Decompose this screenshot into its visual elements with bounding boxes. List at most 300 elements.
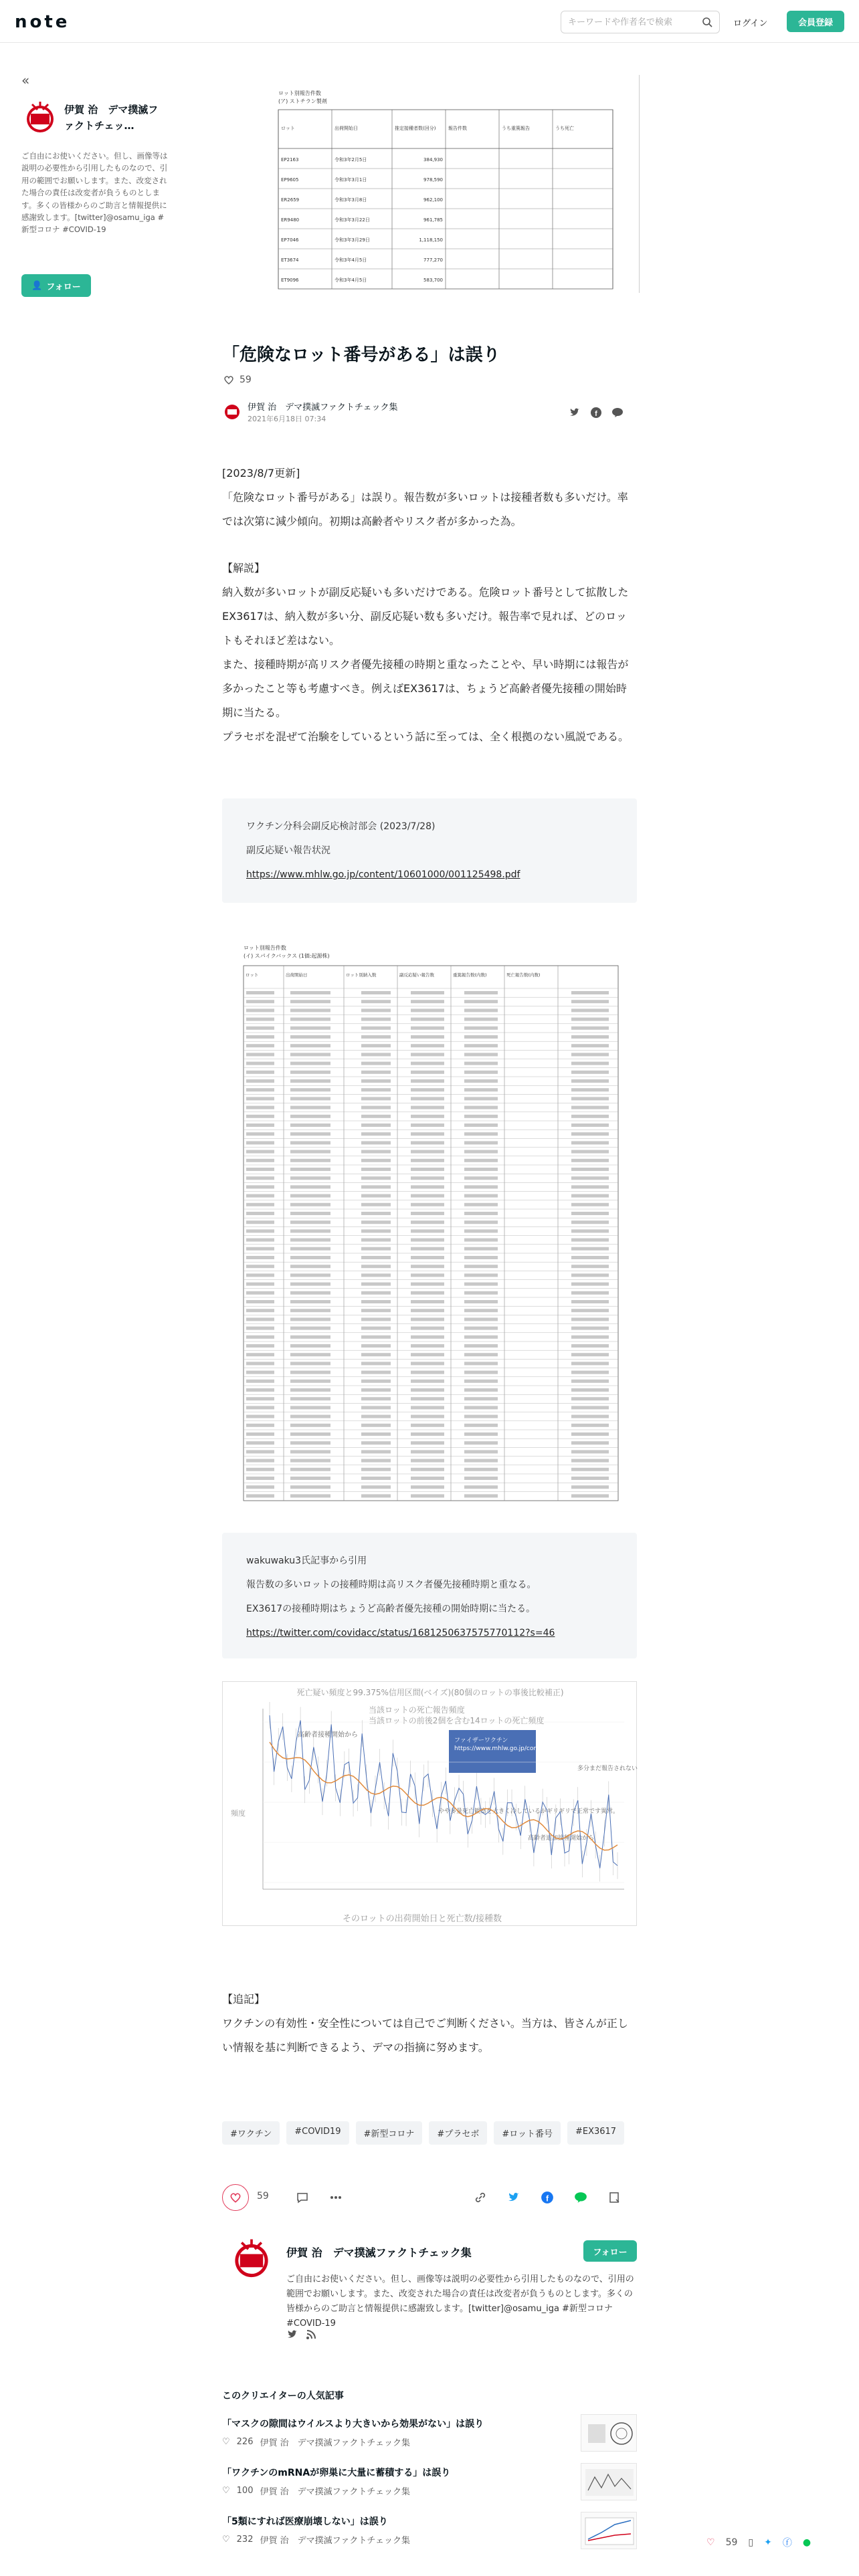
big-table-cell-text <box>290 1088 330 1091</box>
chart-note-2: やや多量死亡観察を大きく冷しているがギリギリで正常です異常。 <box>438 1808 619 1815</box>
big-table-cell-text <box>411 1035 444 1039</box>
small-table-n: 583,700 <box>423 278 443 283</box>
big-table-cell-text <box>571 1397 609 1400</box>
big-table-cell-text <box>246 1088 274 1091</box>
popular-item-thumbnail[interactable] <box>581 2414 637 2452</box>
big-table-cell-text <box>246 1485 274 1489</box>
big-table-cell-text <box>361 1388 391 1392</box>
login-link[interactable]: ログイン <box>733 19 768 29</box>
big-table-cell-text <box>361 1194 391 1198</box>
big-table-cell-text <box>290 1220 330 1224</box>
big-table-cell-text <box>411 1027 444 1030</box>
big-table-cell-text <box>411 1168 444 1171</box>
big-table-cell-text <box>571 1168 609 1171</box>
big-table-cell-text <box>464 1247 498 1251</box>
tag-item[interactable]: #新型コロナ <box>356 2121 423 2145</box>
big-table-cell-text <box>464 1327 498 1330</box>
big-table-cell-text <box>246 1317 274 1321</box>
big-table-cell-text <box>290 1300 330 1303</box>
big-table-cell-text <box>411 1388 444 1392</box>
big-table-cell-text <box>290 1239 330 1242</box>
big-table-cell-text <box>361 1150 391 1154</box>
big-table-cell-text <box>571 991 609 994</box>
small-table-lot: ER9480 <box>281 217 300 223</box>
popular-item-title[interactable]: 「ワクチンのmRNAが卵巣に大量に蓄積する」は誤り <box>222 2468 451 2478</box>
big-table-cell-text <box>290 1309 330 1312</box>
twitter-icon[interactable]: ✦ <box>764 2537 772 2548</box>
big-table-cell-text <box>464 1415 498 1418</box>
small-table-date: 令和3年3月22日 <box>335 217 370 223</box>
big-table-cell-text <box>361 991 391 994</box>
big-table-cell-text <box>361 1062 391 1065</box>
big-table-cell-text <box>464 991 498 994</box>
big-table-cell-text <box>246 1309 274 1312</box>
big-table-cell-text <box>361 1027 391 1030</box>
popular-item-title[interactable]: 「5類にすれば医療崩壊しない」は誤り <box>222 2516 388 2527</box>
big-table-cell-text <box>464 1159 498 1162</box>
big-table-cell-text <box>290 1283 330 1286</box>
big-table-cell-text <box>246 1150 274 1154</box>
big-table-cell-text <box>464 1176 498 1180</box>
big-table-cell-text <box>246 1353 274 1356</box>
big-table-cell-text <box>411 1450 444 1453</box>
big-table-cell-text <box>361 1044 391 1047</box>
big-table-cell-text <box>290 1008 330 1012</box>
small-table-header: うち死亡 <box>555 126 574 131</box>
big-table-cell-text <box>411 1406 444 1409</box>
big-table-cell-text <box>464 1000 498 1003</box>
big-table-cell-text <box>361 1317 391 1321</box>
small-table-n: 978,590 <box>423 177 443 183</box>
big-table-cell-text <box>361 1344 391 1348</box>
more-icon[interactable] <box>329 2191 343 2204</box>
big-table-cell-text <box>290 1406 330 1409</box>
big-table-cell-text <box>361 1132 391 1136</box>
big-table-cell-text <box>411 1159 444 1162</box>
death-rate-chart <box>223 1682 638 1927</box>
big-table-cell-text <box>246 1062 274 1065</box>
creator-name[interactable]: 伊賀 治 デマ撲滅ファクトチェック集 <box>286 2246 472 2259</box>
chart-legend-1: 当該ロットの死亡報告頻度 <box>369 1705 465 1715</box>
big-table-cell-text <box>464 1256 498 1259</box>
like-button[interactable] <box>222 2184 249 2211</box>
big-table-cell-text <box>411 1362 444 1365</box>
big-table-cell-text <box>464 1485 498 1489</box>
big-table-cell-text <box>464 1097 498 1100</box>
big-table-cell-text <box>361 1079 391 1083</box>
big-table-cell-text <box>571 1115 609 1118</box>
big-table-cell-text <box>361 1256 391 1259</box>
big-table-cell-text <box>246 1000 274 1003</box>
line-icon[interactable] <box>611 407 624 419</box>
big-table-cell-text <box>246 1371 274 1374</box>
big-table-title: ロット別報告件数(イ) スパイクバックス (1価:起源株) <box>244 945 330 959</box>
big-table-cell-text <box>361 1273 391 1277</box>
big-table-cell-text <box>246 1247 274 1251</box>
big-table-cell-text <box>246 1477 274 1480</box>
big-table-cell-text <box>290 1141 330 1144</box>
chart-note-4: 多分まだ報告されない <box>577 1765 638 1772</box>
big-table-cell-text <box>571 1327 609 1330</box>
sidebar-follow-button[interactable] <box>21 274 91 297</box>
big-table-cell-text <box>246 1388 274 1392</box>
tag-item[interactable]: #COVID19 <box>286 2121 349 2145</box>
big-table-cell-text <box>361 1283 391 1286</box>
big-table-cell-text <box>571 1371 609 1374</box>
search-icon[interactable] <box>702 17 712 27</box>
big-table-cell-text <box>290 1477 330 1480</box>
big-table-cell-text <box>246 1053 274 1056</box>
big-table-cell-text <box>361 1468 391 1471</box>
big-table-cell-text <box>411 1494 444 1497</box>
death-rate-chart-image <box>222 1681 637 1926</box>
creator-avatar[interactable] <box>230 2238 273 2280</box>
big-table-cell-text <box>571 1309 609 1312</box>
heart-icon <box>229 2191 242 2204</box>
big-table-cell-text <box>246 1141 274 1144</box>
big-table-cell-text <box>361 1185 391 1188</box>
big-table-cell-text <box>361 1176 391 1180</box>
big-table-cell-text <box>464 1477 498 1480</box>
big-table-cell-text <box>361 1362 391 1365</box>
big-table-cell-text <box>411 1344 444 1348</box>
big-table-cell-text <box>290 1494 330 1497</box>
big-table-cell-text <box>571 1229 609 1232</box>
popular-item-author: 伊賀 治 デマ撲滅ファクトチェック集 <box>260 2438 410 2448</box>
big-table-cell-text <box>290 1397 330 1400</box>
big-table-cell-text <box>290 1450 330 1453</box>
small-table-header: ロット <box>281 126 295 131</box>
big-table-cell-text <box>361 1450 391 1453</box>
facebook-icon[interactable] <box>541 2191 554 2204</box>
big-table-cell-text <box>361 1265 391 1268</box>
popular-item-author: 伊賀 治 デマ撲滅ファクトチェック集 <box>260 2536 410 2546</box>
big-table-cell-text <box>571 1176 609 1180</box>
big-table-cell-text <box>246 1159 274 1162</box>
small-table-lot: ET3674 <box>281 257 299 263</box>
big-table-cell-text <box>411 1309 444 1312</box>
big-table-cell-text <box>290 1203 330 1206</box>
popular-item[interactable] <box>222 2463 637 2504</box>
popular-item-meta <box>222 2533 410 2546</box>
article-author-name[interactable]: 伊賀 治 デマ撲滅ファクトチェック集 <box>248 403 398 413</box>
small-table-header: 推定接種者数(回分) <box>395 126 436 131</box>
quote-mhlw-source: ワクチン分科会副反応検討部会 (2023/7/28) <box>246 821 436 832</box>
big-table-cell-text <box>246 1273 274 1277</box>
big-table-cell-text <box>246 1123 274 1127</box>
big-table-cell-text <box>246 1008 274 1012</box>
big-table-cell-text <box>411 1239 444 1242</box>
big-table-cell-text <box>290 1071 330 1074</box>
heart-icon[interactable] <box>223 374 234 385</box>
big-table-cell-text <box>246 1362 274 1365</box>
sidebar-description: ご自由にお使いください。但し、画像等は説明の必要性から引用したものなので、引用の範囲でお願いします。また、改変された場合の責任は改変者が負うものとします。多くの皆様からのご助言と情報提供に感謝致します。[twitter]@osamu_iga #新型コロナ #COVID-19 <box>21 151 168 235</box>
big-table-cell-text <box>361 1088 391 1091</box>
big-table-cell-text <box>464 1212 498 1215</box>
big-table-cell-text <box>571 1283 609 1286</box>
big-table-cell-text <box>464 1265 498 1268</box>
twitter-icon[interactable] <box>507 2191 520 2204</box>
tag-item[interactable]: #ワクチン <box>222 2121 280 2145</box>
big-table-cell-text <box>290 1106 330 1109</box>
article-action-bar <box>222 2180 637 2218</box>
quote-mhlw-sub: 副反応疑い報告状況 <box>246 845 330 856</box>
big-table-cell-text <box>571 1088 609 1091</box>
big-table-cell-text <box>290 1150 330 1154</box>
chart-note-3: 高齢者追加接種開始から <box>528 1835 595 1842</box>
big-table-cell-text <box>246 1071 274 1074</box>
big-table-cell-text <box>246 1097 274 1100</box>
big-table-cell-text <box>571 1265 609 1268</box>
big-table-cell-text <box>411 1062 444 1065</box>
line-icon[interactable] <box>574 2191 587 2204</box>
big-table-cell-text <box>571 1273 609 1277</box>
big-table-cell-text <box>411 1185 444 1188</box>
tag-item[interactable]: #EX3617 <box>567 2121 624 2145</box>
big-table-cell-text <box>246 1494 274 1497</box>
hoax-logo-avatar[interactable] <box>23 100 58 135</box>
big-table-cell-text <box>290 1362 330 1365</box>
big-table-header: ロット <box>246 972 259 978</box>
floating-like-count: 59 <box>725 2537 738 2548</box>
big-table-cell-text <box>571 1044 609 1047</box>
big-table-cell-text <box>464 1150 498 1154</box>
search-box[interactable] <box>561 11 720 33</box>
global-header <box>0 0 859 43</box>
big-table-cell-text <box>571 1415 609 1418</box>
small-table-date: 令和3年2月5日 <box>335 157 367 163</box>
facebook-icon[interactable] <box>590 407 602 419</box>
big-table-cell-text <box>361 1424 391 1427</box>
popular-item-thumbnail[interactable] <box>581 2463 637 2500</box>
big-table-cell-text <box>411 1247 444 1251</box>
big-table-cell-text <box>246 1424 274 1427</box>
heart-icon[interactable]: ♡ <box>222 2535 230 2545</box>
big-table-cell-text <box>290 1159 330 1162</box>
big-table-cell-text <box>571 1123 609 1127</box>
big-table-cell-text <box>464 1388 498 1392</box>
big-table-cell-text <box>361 1459 391 1463</box>
big-table-cell-text <box>464 1380 498 1383</box>
big-table-header: 副反応疑い報告数 <box>399 972 434 978</box>
explain-text: 納入数が多いロットが副反応疑いも多いだけである。危険ロット番号として拡散したEX3617は、納入数が多い分、副反応疑い数も多いだけ。報告率で見れば、どのロットもそれほど差はない。 また、接種時期が高リスク者優先接種の時期と重なったことや、早い時期には報告が多かったこと等も考慮すべき。例えばEX3617は、ちょうど高齢者優先接種の開始時期に当たる。 プラセボを混ぜて治験をしているという話に至っては、全く根拠のない風説である。 <box>222 586 630 743</box>
big-table-cell-text <box>246 1229 274 1232</box>
heart-icon[interactable]: ♡ <box>706 2537 715 2548</box>
tag-item[interactable]: #プラセボ <box>429 2121 487 2145</box>
small-table-date: 令和3年3月1日 <box>335 177 367 183</box>
big-table-cell-text <box>290 1018 330 1021</box>
small-table-n: 961,785 <box>423 217 443 223</box>
big-table-cell-text <box>571 1000 609 1003</box>
big-table-cell-text <box>571 1194 609 1198</box>
big-table-cell-text <box>464 1071 498 1074</box>
small-table-date: 令和3年4月5日 <box>335 257 367 263</box>
heart-icon[interactable]: ♡ <box>222 2437 230 2447</box>
big-table-cell-text <box>290 1344 330 1348</box>
rss-icon[interactable] <box>305 2329 317 2341</box>
magazine-icon[interactable]: ▯ <box>748 2537 754 2548</box>
big-table-cell-text <box>411 1229 444 1232</box>
big-table-cell-text <box>290 1291 330 1295</box>
link-icon[interactable] <box>474 2191 487 2204</box>
big-table-cell-text <box>246 1203 274 1206</box>
quote-wakuwaku-link[interactable]: https://twitter.com/covidacc/status/1681250637575770112?s=46 <box>246 1628 555 1638</box>
author-avatar[interactable] <box>223 403 241 420</box>
sidebar-follow-label: フォロー <box>46 282 81 292</box>
big-table-cell-text <box>411 1353 444 1356</box>
big-table-cell-text <box>464 1344 498 1348</box>
big-table-header: 重篤報告数(内数) <box>453 972 487 978</box>
big-table-cell-text <box>411 1265 444 1268</box>
big-table-cell-text <box>571 1300 609 1303</box>
big-table-cell-text <box>571 1353 609 1356</box>
big-table-cell-text <box>246 1335 274 1339</box>
big-table-cell-text <box>246 1168 274 1171</box>
big-table-cell-text <box>411 1220 444 1224</box>
big-table-cell-text <box>464 1106 498 1109</box>
big-table-cell-text <box>464 1441 498 1444</box>
popular-item[interactable] <box>222 2414 637 2456</box>
bottom-like-count: 59 <box>257 2191 269 2202</box>
heart-icon[interactable]: ♡ <box>222 2486 230 2496</box>
big-table-cell-text <box>464 1115 498 1118</box>
big-table-cell-text <box>290 1371 330 1374</box>
line-icon[interactable]: ● <box>802 2537 812 2548</box>
popular-item-likes: 232 <box>236 2535 254 2545</box>
big-table-cell-text <box>411 1300 444 1303</box>
big-table-cell-text <box>361 1018 391 1021</box>
facebook-icon[interactable]: ⓕ <box>782 2538 792 2549</box>
article-like-count: 59 <box>240 374 252 385</box>
big-table-cell-text <box>290 1256 330 1259</box>
big-table-cell-text <box>571 1256 609 1259</box>
big-table-header: ロット別納入数 <box>346 972 377 978</box>
signup-button[interactable]: 会員登録 <box>787 11 844 32</box>
comment-icon[interactable] <box>296 2191 309 2204</box>
big-table-cell-text <box>464 1309 498 1312</box>
big-table-cell-text <box>290 1441 330 1444</box>
big-table-cell-text <box>411 1485 444 1489</box>
big-table-cell-text <box>361 1123 391 1127</box>
collapse-sidebar-icon[interactable]: « <box>21 72 30 88</box>
chart-ylabel: 頻度 <box>231 1809 246 1818</box>
big-table-cell-text <box>464 1291 498 1295</box>
twitter-icon[interactable] <box>569 407 581 419</box>
big-table-cell-text <box>464 1168 498 1171</box>
big-table-cell-text <box>246 1115 274 1118</box>
big-table-cell-text <box>290 1388 330 1392</box>
big-table-cell-text <box>290 1485 330 1489</box>
big-table-cell-text <box>411 1273 444 1277</box>
big-table-cell-text <box>361 1071 391 1074</box>
big-table-cell-text <box>464 1194 498 1198</box>
svg-text:f: f <box>545 2193 549 2204</box>
article-likes[interactable] <box>223 374 252 385</box>
big-table-cell-text <box>246 1176 274 1180</box>
quote-wakuwaku-line2: EX3617の接種時期はちょうど高齢者優先接種の開始時期に当たる。 <box>246 1604 536 1614</box>
big-table-cell-text <box>246 1239 274 1242</box>
big-table-cell-text <box>290 1273 330 1277</box>
big-table-cell-text <box>571 1459 609 1463</box>
quote-wakuwaku-line1: 報告数の多いロットの接種時期は高リスク者優先接種時期と重なる。 <box>246 1580 537 1590</box>
big-table-cell-text <box>411 1380 444 1383</box>
popular-item[interactable] <box>222 2512 637 2553</box>
quote-mhlw-link[interactable]: https://www.mhlw.go.jp/content/10601000/001125498.pdf <box>246 869 520 880</box>
small-table-n: 962,100 <box>423 197 443 203</box>
embed-icon[interactable] <box>607 2191 621 2204</box>
big-table-cell-text <box>571 1027 609 1030</box>
big-table-cell-text <box>464 1044 498 1047</box>
big-table-cell-text <box>571 1450 609 1453</box>
big-table-cell-text <box>411 1018 444 1021</box>
addendum-heading: 【追記】 <box>222 1993 266 2006</box>
tag-item[interactable]: #ロット番号 <box>494 2121 561 2145</box>
big-table-cell-text <box>411 1053 444 1056</box>
creator-description: ご自由にお使いください。但し、画像等は説明の必要性から引用したものなので、引用の範囲でお願いします。また、改変された場合の責任は改変者が負うものとします。多くの皆様からのご助言と情報提供に感謝致します。[twitter]@osamu_iga #新型コロナ #COVID-19 <box>286 2274 634 2329</box>
big-table-cell-text <box>361 1212 391 1215</box>
big-table-cell-text <box>290 1335 330 1339</box>
share-buttons-top <box>569 407 624 419</box>
big-table-cell-text <box>464 1494 498 1497</box>
big-table-cell-text <box>246 1415 274 1418</box>
big-table-cell-text <box>361 1141 391 1144</box>
big-table-cell-text <box>290 1194 330 1198</box>
small-table-n: 1,118,150 <box>419 237 443 243</box>
big-table-cell-text <box>290 1212 330 1215</box>
big-table-cell-text <box>464 1273 498 1277</box>
big-table-cell-text <box>290 1432 330 1436</box>
big-table-cell-text <box>411 1079 444 1083</box>
big-table-cell-text <box>571 1362 609 1365</box>
big-table-cell-text <box>571 1062 609 1065</box>
big-table-cell-text <box>411 1397 444 1400</box>
big-table-cell-text <box>464 1459 498 1463</box>
popular-item-title[interactable]: 「マスクの隙間はウイルスより大きいから効果がない」は誤り <box>222 2419 484 2430</box>
big-table-cell-text <box>411 1097 444 1100</box>
popular-heading: このクリエイターの人気記事 <box>222 2391 344 2401</box>
big-table-cell-text <box>464 1088 498 1091</box>
big-table-cell-text <box>361 1053 391 1056</box>
big-table-cell-text <box>361 1432 391 1436</box>
big-table-cell-text <box>464 1035 498 1039</box>
popular-item-thumbnail[interactable] <box>581 2512 637 2549</box>
big-table-cell-text <box>411 1327 444 1330</box>
big-table-cell-text <box>361 1397 391 1400</box>
big-table-cell-text <box>361 1203 391 1206</box>
twitter-icon[interactable] <box>286 2329 298 2341</box>
big-table-cell-text <box>361 1115 391 1118</box>
creator-follow-button[interactable]: フォロー <box>583 2240 637 2262</box>
note-logo[interactable]: note <box>15 12 70 32</box>
big-table-cell-text <box>361 1477 391 1480</box>
big-table-cell-text <box>361 1097 391 1100</box>
sidebar-author-name[interactable]: 伊賀 治 デマ撲滅ファクトチェッ… <box>64 104 159 132</box>
popular-item-likes: 100 <box>236 2486 254 2496</box>
quote-wakuwaku-source: wakuwaku3氏記事から引用 <box>246 1555 367 1566</box>
search-input[interactable] <box>568 17 702 27</box>
big-table-cell-text <box>290 1265 330 1268</box>
big-table-cell-text <box>464 1141 498 1144</box>
big-table-cell-text <box>361 1380 391 1383</box>
big-table-cell-text <box>290 1459 330 1463</box>
quote-wakuwaku <box>222 1533 637 1658</box>
big-table-cell-text <box>290 1053 330 1056</box>
big-table-cell-text <box>571 1291 609 1295</box>
big-table-cell-text <box>464 1027 498 1030</box>
big-table-cell-text <box>571 1477 609 1480</box>
article-updated: [2023/8/7更新] <box>222 467 300 479</box>
small-table-date: 令和3年3月8日 <box>335 197 367 203</box>
